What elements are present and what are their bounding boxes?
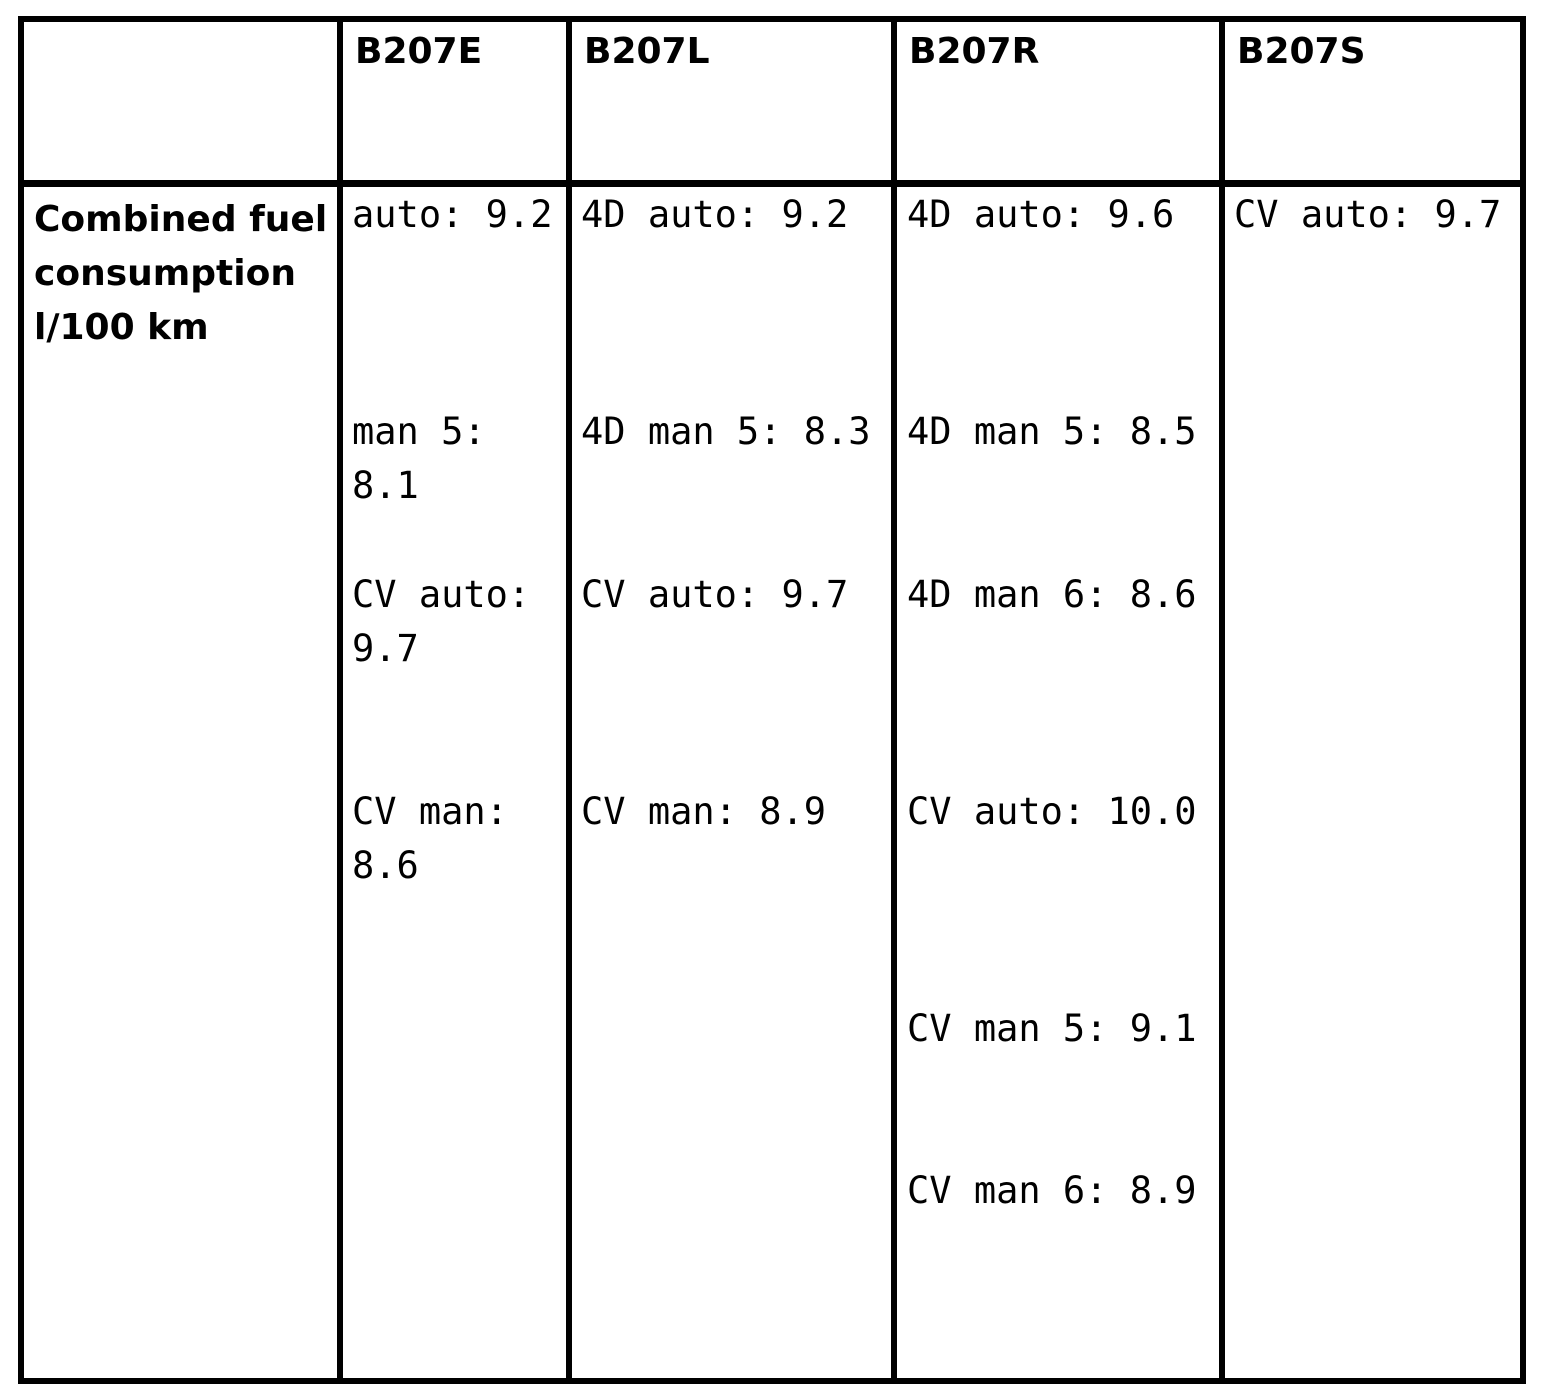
value-b207e-cv-auto: CV auto: 9.7 bbox=[352, 573, 531, 670]
value-b207r-4d-man5: 4D man 5: 8.5 bbox=[907, 410, 1197, 453]
value-b207e-cv-man: CV man: 8.6 bbox=[352, 790, 508, 887]
value-b207l-cv-auto: CV auto: 9.7 bbox=[581, 573, 849, 616]
value-b207e-auto: auto: 9.2 bbox=[352, 193, 553, 236]
header-divider bbox=[18, 180, 1526, 187]
value-b207r-cv-man5: CV man 5: 9.1 bbox=[907, 1007, 1197, 1050]
value-b207r-4d-man6: 4D man 6: 8.6 bbox=[907, 573, 1197, 616]
value-b207s-cv-auto: CV auto: 9.7 bbox=[1234, 193, 1502, 236]
header-b207r: B207R bbox=[909, 31, 1040, 72]
column-divider bbox=[566, 16, 572, 1384]
header-b207s: B207S bbox=[1237, 31, 1366, 72]
header-b207e: B207E bbox=[355, 31, 483, 72]
column-divider bbox=[891, 16, 897, 1384]
value-b207r-cv-man6: CV man 6: 8.9 bbox=[907, 1169, 1197, 1212]
header-b207l: B207L bbox=[584, 31, 710, 72]
value-b207l-cv-man: CV man: 8.9 bbox=[581, 790, 827, 833]
value-b207e-man5: man 5: 8.1 bbox=[352, 410, 486, 507]
column-divider bbox=[1219, 16, 1225, 1384]
value-b207l-4d-man5: 4D man 5: 8.3 bbox=[581, 410, 871, 453]
column-divider bbox=[337, 16, 343, 1384]
value-b207r-cv-auto: CV auto: 10.0 bbox=[907, 790, 1197, 833]
value-b207l-4d-auto: 4D auto: 9.2 bbox=[581, 193, 849, 236]
value-b207r-4d-auto: 4D auto: 9.6 bbox=[907, 193, 1175, 236]
row-label-combined-fuel: Combined fuel consumption l/100 km bbox=[34, 199, 328, 348]
